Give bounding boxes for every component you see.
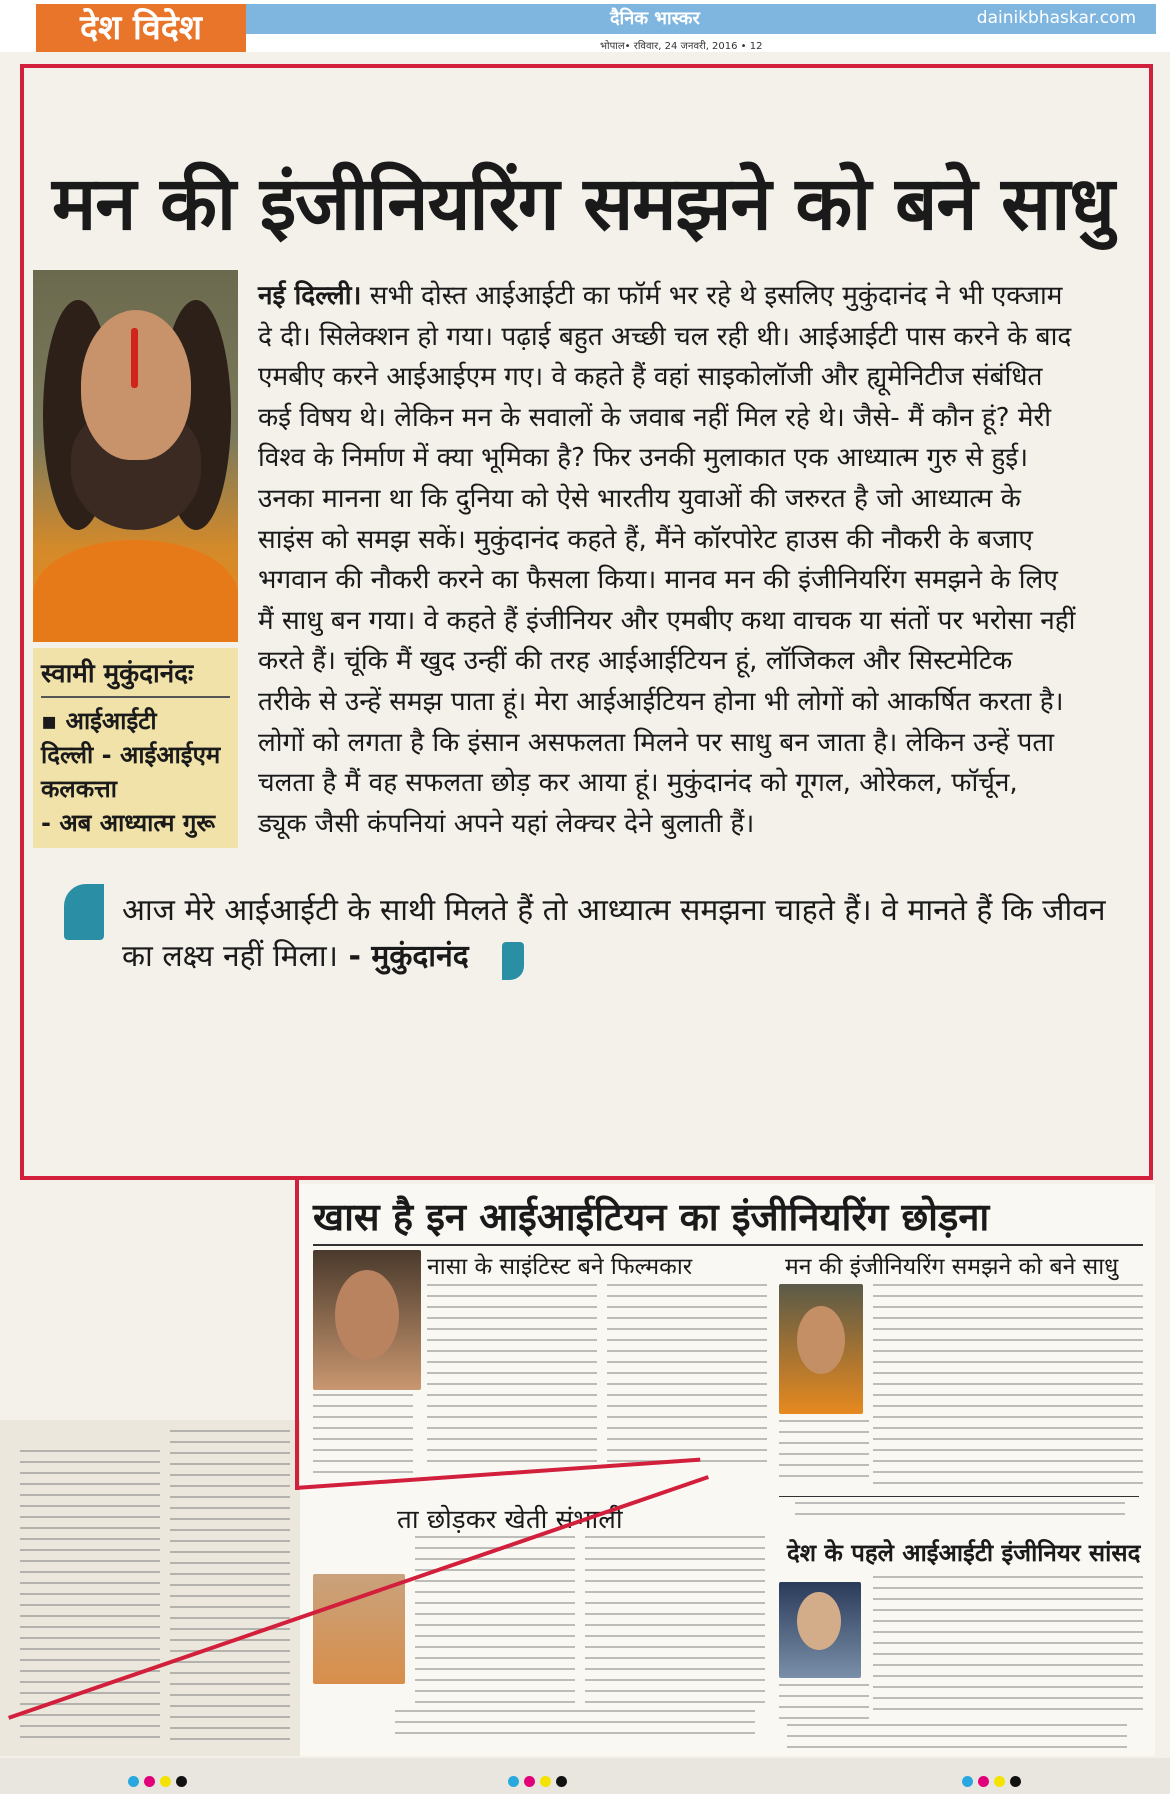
body-line: नई दिल्ली। सभी दोस्त आईआईटी का फॉर्म भर रहे थे इसलिए मुकुंदानंद ने भी एक्जाम [258, 281, 1063, 311]
newspaper-masthead: दैनिक भास्कर [610, 8, 700, 29]
section-label: देश विदेश [36, 4, 246, 52]
caption-line: दिल्ली - आईआईएम [41, 741, 221, 769]
body-line: एमबीए करने आईआईएम गए। वे कहते हैं वहां साइकोलॉजी और ह्यूमेनिटीज संबंधित [258, 362, 1043, 393]
person-photo [779, 1284, 863, 1414]
date-line: भोपाल• रविवार, 24 जनवरी, 2016 • 12 [600, 41, 763, 52]
subheading: देश के पहले आईआईटी इंजीनियर सांसद [787, 1539, 1141, 1567]
quote-attribution: - मुकुंदानंद [338, 939, 469, 974]
clipping-title: खास है इन आईआईटियन का इंजीनियरिंग छोड़ना [313, 1195, 990, 1239]
portrait-photo [33, 270, 238, 642]
page-header [0, 0, 1170, 52]
body-line: विश्व के निर्माण में क्या भूमिका है? फिर उनकी मुलाकात एक आध्यात्म गुरु से हुई। [258, 443, 1029, 474]
person-photo [313, 1574, 405, 1684]
caption-line: ▪ आईआईटी [41, 707, 157, 735]
body-line: साइंस को समझ सकें। मुकुंदानंद कहते हैं, मैंने कॉरपोरेट हाउस की नौकरी के बजाए [258, 524, 1033, 555]
body-line: दे दी। सिलेक्शन हो गया। पढ़ाई बहुत अच्छी चल रही थी। आईआईटी पास करने के बाद [258, 321, 1072, 352]
pull-quote: आज मेरे आईआईटी के साथी मिलते हैं तो आध्यात्म समझना चाहते हैं। वे मानते हैं कि जीवन का लक्ष्य नहीं मिला। - मुकुंदानंद [122, 893, 1106, 974]
photo-caption [33, 648, 238, 848]
body-line: करते हैं। चूंकि मैं खुद उन्हीं की तरह आईआईटियन हूं, लॉजिकल और सिस्टमेटिक [258, 646, 1013, 677]
body-line: भगवान की नौकरी करने का फैसला किया। मानव मन की इंजीनियरिंग समझने के लिए [258, 565, 1058, 596]
subheading: मन की इंजीनियरिंग समझने को बने साधु [785, 1254, 1119, 1280]
body-line: कई विषय थे। लेकिन मन के सवालों के जवाब नहीं मिल रहे थे। जैसे- मैं कौन हूं? मेरी [258, 402, 1052, 433]
article-body [258, 276, 1138, 844]
caption-name: स्वामी मुकुंदानंदः [41, 654, 230, 698]
body-line: चलता है मैं वह सफलता छोड़ कर आया हूं। मुकुंदानंद को गूगल, ओरेकल, फॉर्चून, [258, 768, 1018, 799]
printer-color-strip [0, 1758, 1170, 1794]
highlight-line [295, 1180, 299, 1490]
subheading: नासा के साइंटिस्ट बने फिल्मकार [427, 1254, 693, 1280]
body-line: मैं साधु बन गया। वे कहते हैं इंजीनियर और एमबीए कथा वाचक या संतों पर भरोसा नहीं [258, 605, 1076, 636]
article-headline: मन की इंजीनियरिंग समझने को बने साधु [52, 161, 1114, 247]
body-line: ड्यूक जैसी कंपनियां अपने यहां लेक्चर देने बुलाती हैं। [258, 808, 755, 839]
body-line: तरीके से उन्हें समझ पाता हूं। मेरा आईआईटियन होना भी लोगों को आकर्षित करता है। [258, 686, 1064, 717]
dateline: नई दिल्ली। [258, 281, 362, 311]
caption-line: - अब आध्यात्म गुरू [41, 809, 216, 837]
close-quote-icon [502, 942, 524, 980]
page-clipping [295, 1184, 1155, 1756]
caption-line: कलकत्ता [41, 775, 117, 803]
person-photo [313, 1250, 421, 1390]
subheading: ता छोड़कर खेती संभाली [397, 1505, 623, 1535]
person-photo [779, 1582, 861, 1678]
body-line: उनका मानना था कि दुनिया को ऐसे भारतीय युवाओं की जरुरत है जो आध्यात्म के [258, 483, 1021, 514]
body-line: लोगों को लगता है कि इंसान असफलता मिलने पर साधु बन जाता है। लेकिन उन्हें पता [258, 727, 1055, 758]
open-quote-icon [64, 884, 104, 940]
newspaper-url: dainikbhaskar.com [976, 8, 1136, 28]
